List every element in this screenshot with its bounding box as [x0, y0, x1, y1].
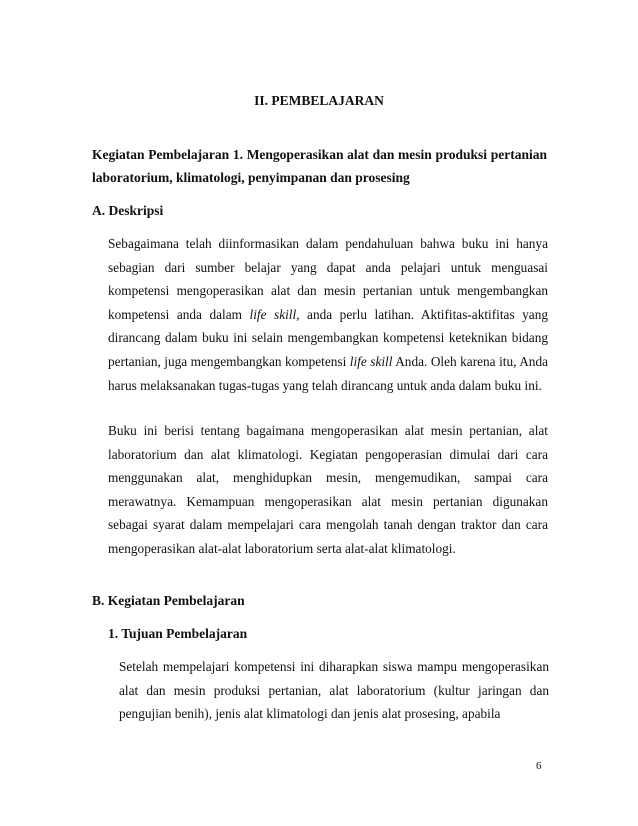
chapter-title: II. PEMBELAJARAN — [254, 93, 384, 108]
para1-text-a: Sebagaimana telah diinformasikan dalam pendahuluan bahwa buku ini hanya sebagian dari sumber belajar yang dapat anda pelajari untuk menguasai kompetensi mengoperasikan alat dan mesin pertanian untuk mengembangkan kompetensi anda dalam — [108, 236, 548, 322]
subsection-1-paragraph: Setelah mempelajari kompetensi ini diharapkan siswa mampu mengoperasikan alat dan mesin produksi pertanian, alat laboratorium (kultur jaringan dan pengujian benih), jenis alat klimatologi dan jenis alat prosesing, apabila — [119, 659, 549, 722]
section-a-paragraph-1 — [108, 232, 548, 397]
subsection-1-heading: 1. Tujuan Pembelajaran — [108, 626, 248, 641]
section-b-heading: B. Kegiatan Pembelajaran — [92, 593, 245, 608]
page-number: 6 — [536, 760, 542, 772]
para1-text-b: , anda perlu latihan. Aktifitas-aktifitas yang dirancang dalam buku ini selain mengembangkan kompetensi keteknikan bidang pertanian, juga mengembangkan kompetensi — [108, 306, 549, 369]
para1-emphasis-life-skill-2: life skill — [349, 353, 393, 369]
para1-emphasis-life-skill-1: life skill — [249, 306, 297, 322]
section-a-heading: A. Deskripsi — [92, 203, 164, 218]
kegiatan-title: Kegiatan Pembelajaran 1. Mengoperasikan alat dan mesin produksi pertanian laboratorium, klimatologi, penyimpanan dan prosesing — [92, 147, 547, 185]
section-a-paragraph-2: Buku ini berisi tentang bagaimana mengoperasikan alat mesin pertanian, alat laboratorium dan alat klimatologi. Kegiatan pengoperasian dimulai dari cara menggunakan alat, menghidupkan mesin, mengemudikan, sampai cara merawatnya. Kemampuan mengoperasikan alat mesin pertanian digunakan sebagai syarat dalam mempelajari cara mengolah tanah dengan traktor dan cara mengoperasikan alat-alat laboratorium serta alat-alat klimatologi. — [108, 423, 548, 556]
para1-text-c: Anda. Oleh karena itu, Anda harus melaksanakan tugas-tugas yang telah dirancang untuk anda dalam buku ini. — [108, 353, 549, 393]
